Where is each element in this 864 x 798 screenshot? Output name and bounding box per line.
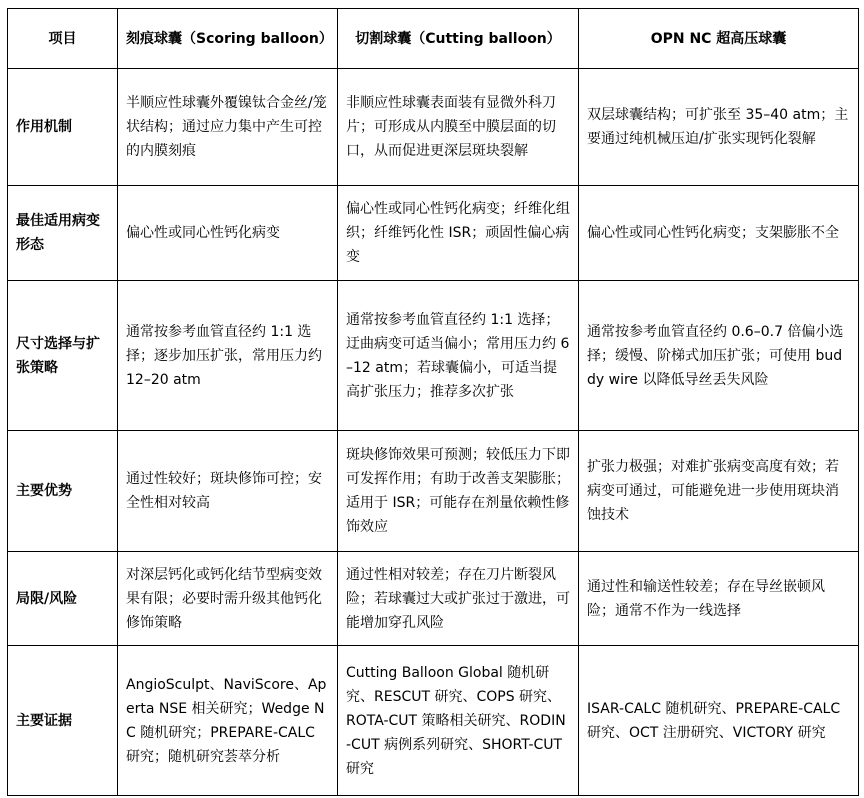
table-cell: 斑块修饰效果可预测；较低压力下即可发挥作用；有助于改善支架膨胀；适用于 ISR；可能存在剂量依赖性修饰效应 — [338, 431, 579, 552]
table-cell: 偏心性或同心性钙化病变；支架膨胀不全 — [579, 186, 859, 281]
table-cell: 非顺应性球囊表面装有显微外科刀片；可形成从内膜至中膜层面的切口，从而促进更深层斑块裂解 — [338, 69, 579, 186]
table-header-row — [8, 9, 859, 69]
column-header-cutting-balloon: 切割球囊（Cutting balloon） — [338, 9, 579, 69]
table-cell: 半顺应性球囊外覆镍钛合金丝/笼状结构；通过应力集中产生可控的内膜刻痕 — [118, 69, 338, 186]
table-row — [8, 69, 859, 186]
table-cell: 扩张力极强；对难扩张病变高度有效；若病变可通过，可能避免进一步使用斑块消蚀技术 — [579, 431, 859, 552]
column-header-opn-nc-balloon: OPN NC 超高压球囊 — [579, 9, 859, 69]
table-cell: 通过性较好；斑块修饰可控；安全性相对较高 — [118, 431, 338, 552]
table-cell: 双层球囊结构；可扩张至 35–40 atm；主要通过纯机械压迫/扩张实现钙化裂解 — [579, 69, 859, 186]
table-cell: 通过性和输送性较差；存在导丝嵌顿风险；通常不作为一线选择 — [579, 552, 859, 646]
table-cell: 偏心性或同心性钙化病变 — [118, 186, 338, 281]
row-label-advantages: 主要优势 — [8, 431, 118, 552]
table-cell: 对深层钙化或钙化结节型病变效果有限；必要时需升级其他钙化修饰策略 — [118, 552, 338, 646]
row-label-mechanism: 作用机制 — [8, 69, 118, 186]
table-row — [8, 552, 859, 646]
table-cell: 偏心性或同心性钙化病变；纤维化组织；纤维钙化性 ISR；顽固性偏心病变 — [338, 186, 579, 281]
table-cell: ISAR-CALC 随机研究、PREPARE-CALC 研究、OCT 注册研究、VICTORY 研究 — [579, 646, 859, 796]
table-row — [8, 431, 859, 552]
table-cell: AngioSculpt、NaviScore、Aperta NSE 相关研究；Wedge NC 随机研究；PREPARE-CALC 研究；随机研究荟萃分析 — [118, 646, 338, 796]
table-row — [8, 186, 859, 281]
row-label-limitations: 局限/风险 — [8, 552, 118, 646]
column-header-item: 项目 — [8, 9, 118, 69]
comparison-table — [7, 8, 859, 796]
row-label-sizing-strategy: 尺寸选择与扩张策略 — [8, 281, 118, 431]
table-cell: 通常按参考血管直径约 1:1 选择；迂曲病变可适当偏小；常用压力约 6–12 atm；若球囊偏小，可适当提高扩张压力；推荐多次扩张 — [338, 281, 579, 431]
table-row — [8, 281, 859, 431]
row-label-evidence: 主要证据 — [8, 646, 118, 796]
table-cell: 通常按参考血管直径约 0.6–0.7 倍偏小选择；缓慢、阶梯式加压扩张；可使用 buddy wire 以降低导丝丢失风险 — [579, 281, 859, 431]
table-cell: Cutting Balloon Global 随机研究、RESCUT 研究、COPS 研究、ROTA-CUT 策略相关研究、RODIN-CUT 病例系列研究、SHORT-CUT 研究 — [338, 646, 579, 796]
column-header-scoring-balloon: 刻痕球囊（Scoring balloon） — [118, 9, 338, 69]
table-cell: 通过性相对较差；存在刀片断裂风险；若球囊过大或扩张过于激进，可能增加穿孔风险 — [338, 552, 579, 646]
table-cell: 通常按参考血管直径约 1:1 选择；逐步加压扩张，常用压力约 12–20 atm — [118, 281, 338, 431]
row-label-lesion-morphology: 最佳适用病变形态 — [8, 186, 118, 281]
table-row — [8, 646, 859, 796]
